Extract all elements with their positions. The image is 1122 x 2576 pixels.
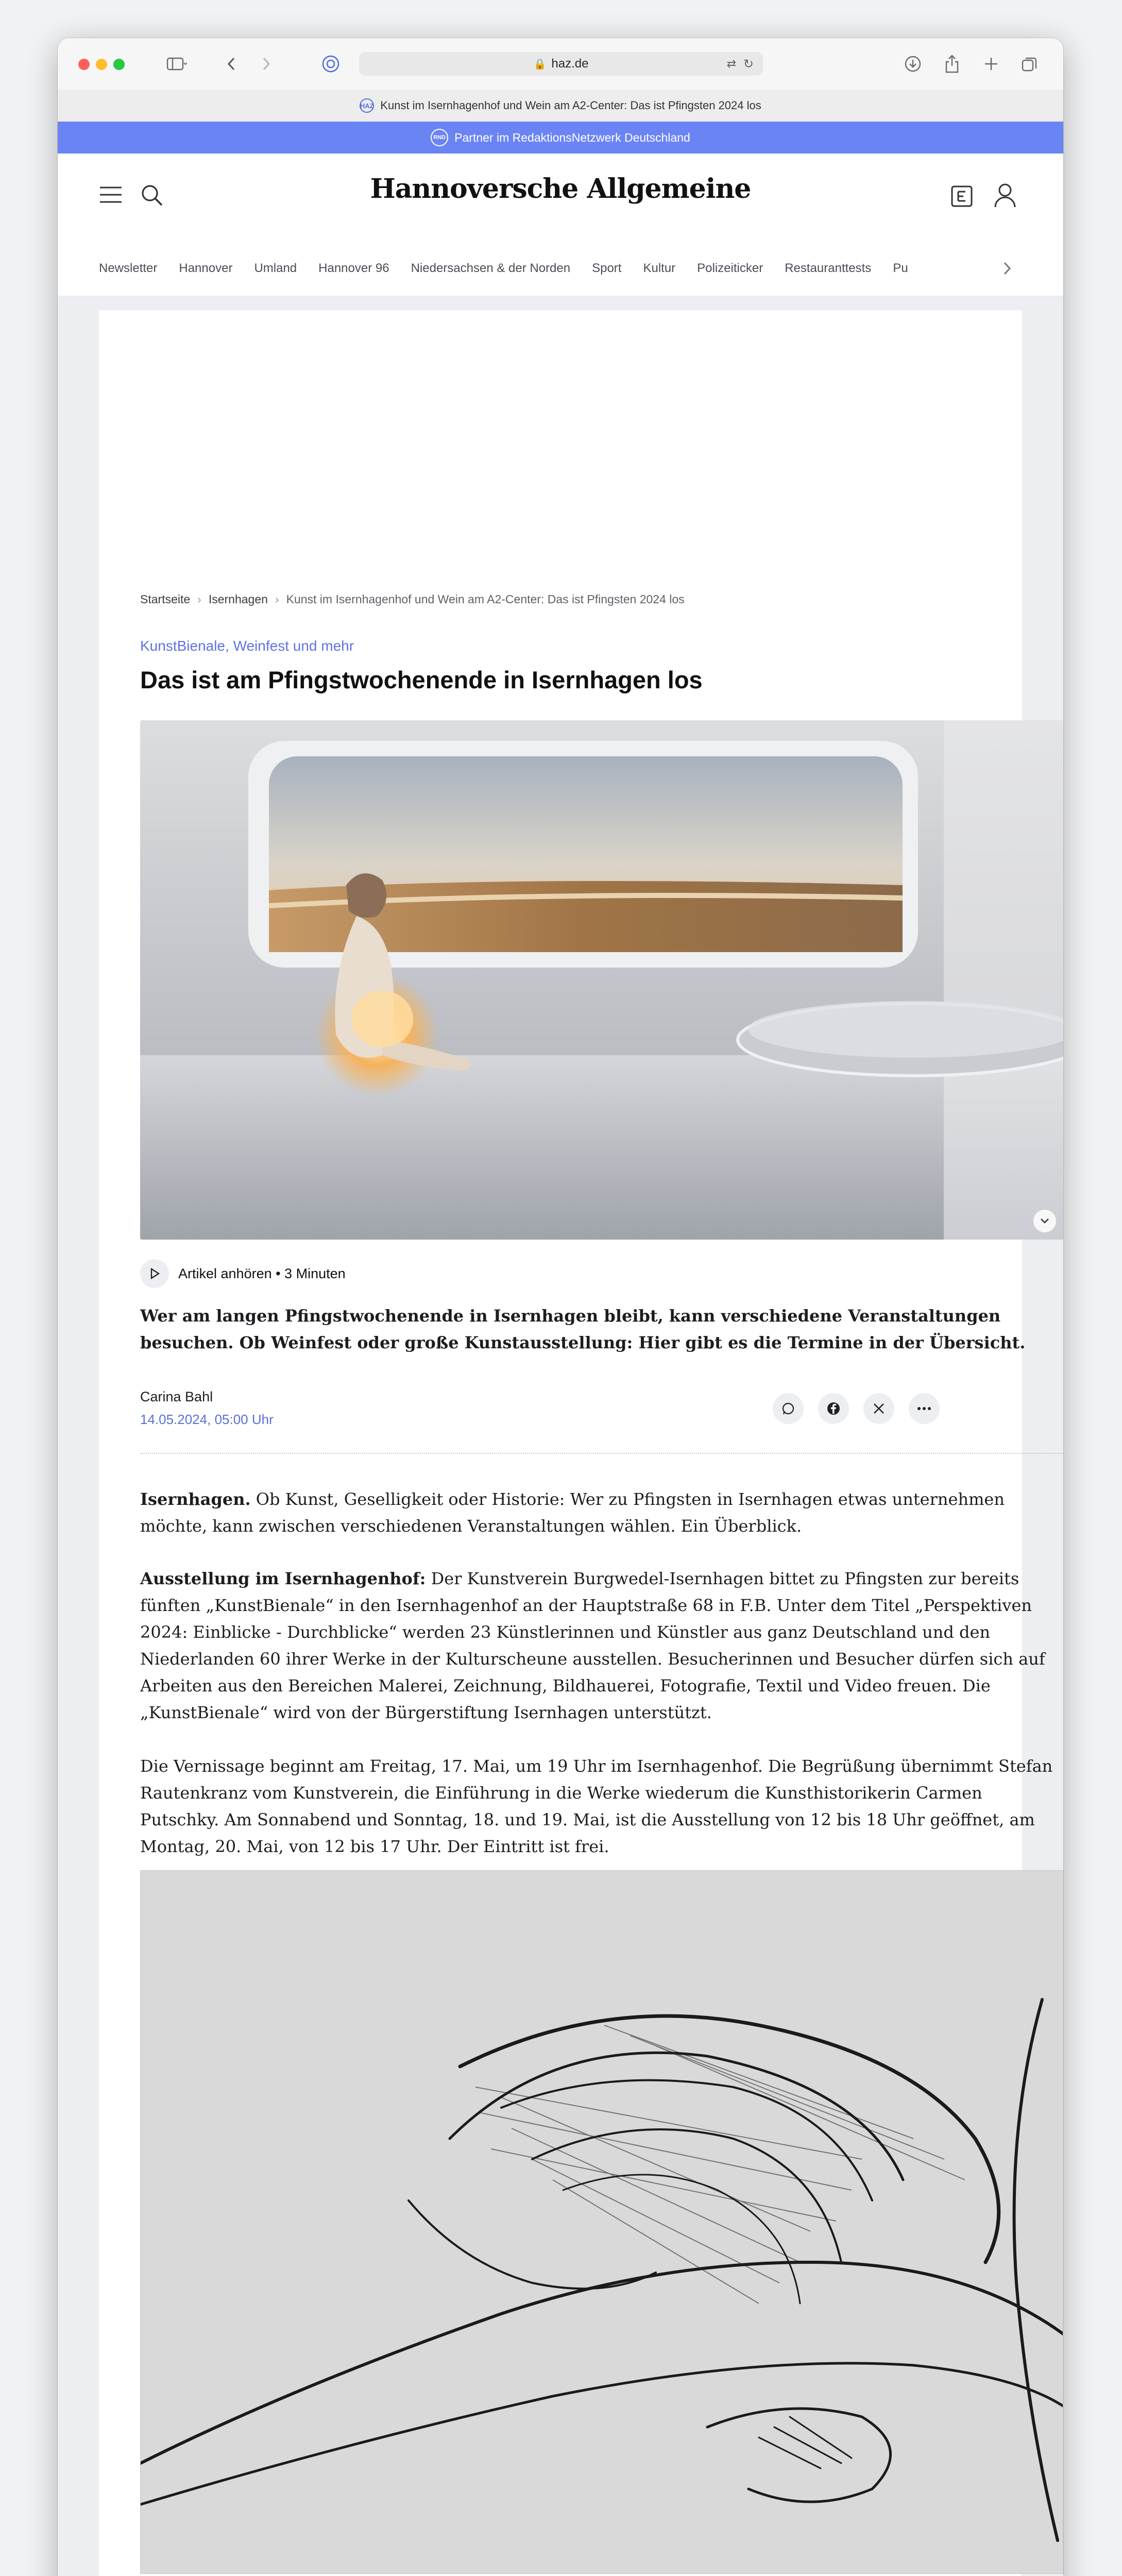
nav-item[interactable]: Kultur bbox=[643, 261, 676, 275]
browser-tab[interactable] bbox=[58, 90, 1063, 122]
close-window-button[interactable] bbox=[78, 59, 90, 70]
paragraph-heading: Ausstellung im Isernhagenhof: bbox=[140, 1569, 426, 1588]
lock-icon: 🔒 bbox=[533, 58, 547, 70]
paragraph-dateline: Isernhagen. bbox=[140, 1489, 251, 1509]
play-icon[interactable] bbox=[140, 1259, 169, 1288]
nav-item[interactable]: Sport bbox=[592, 261, 622, 275]
browser-window bbox=[58, 38, 1063, 2576]
share-buttons bbox=[773, 1393, 940, 1424]
nav-fade bbox=[971, 241, 1063, 296]
article-image-sleeping-figure[interactable] bbox=[140, 1870, 1063, 2574]
sidebar-toggle-icon[interactable] bbox=[159, 54, 195, 74]
reload-icon[interactable]: ↻ bbox=[743, 57, 754, 71]
audio-label: Artikel anhören • 3 Minuten bbox=[178, 1265, 346, 1281]
breadcrumb-home[interactable]: Startseite bbox=[140, 592, 191, 606]
tab-overview-icon[interactable] bbox=[1019, 54, 1040, 74]
section-nav bbox=[58, 241, 1063, 296]
audio-player[interactable] bbox=[140, 1259, 346, 1288]
nav-item[interactable]: Hannover bbox=[179, 261, 233, 275]
account-icon[interactable] bbox=[993, 182, 1017, 208]
translate-icon[interactable]: ⇄ bbox=[726, 57, 736, 70]
breadcrumb-section[interactable]: Isernhagen bbox=[208, 592, 268, 606]
privacy-shield-icon[interactable] bbox=[320, 54, 341, 74]
whatsapp-icon[interactable] bbox=[773, 1393, 804, 1424]
minimize-window-button[interactable] bbox=[96, 59, 107, 70]
nav-item[interactable]: Umland bbox=[254, 261, 297, 275]
zoom-window-button[interactable] bbox=[113, 59, 125, 70]
nav-item[interactable]: Niedersachsen & der Norden bbox=[411, 261, 571, 275]
section-nav-list bbox=[99, 241, 1016, 296]
nav-item[interactable]: Polizeiticker bbox=[697, 261, 763, 275]
image-expand-icon[interactable] bbox=[1033, 1210, 1056, 1232]
partner-banner-text: Partner im RedaktionsNetzwerk Deutschland bbox=[454, 130, 690, 144]
downloads-icon[interactable] bbox=[903, 54, 923, 74]
divider bbox=[140, 1453, 1063, 1454]
x-twitter-icon[interactable] bbox=[863, 1393, 894, 1424]
epaper-icon[interactable] bbox=[950, 184, 974, 208]
paragraph-text: Ob Kunst, Geselligkeit oder Historie: Wer zu Pfingsten in Isernhagen etwas unternehmen möchte, kann zwischen verschiedenen Veranstaltungen wählen. Ein Überblick. bbox=[140, 1489, 1005, 1536]
nav-item[interactable]: Restauranttests bbox=[785, 261, 872, 275]
rnd-logo-icon: RND bbox=[431, 129, 448, 146]
breadcrumb-separator-icon: › bbox=[275, 592, 279, 606]
article-lead: Wer am langen Pfingstwochenende in Isernhagen bleibt, kann verschiedene Veranstaltungen besuchen. Ob Weinfest oder große Kunstausstellung: Hier gibt es die Termine in der Übersicht. bbox=[140, 1306, 1026, 1352]
article-kicker: KunstBienale, Weinfest und mehr bbox=[140, 638, 354, 654]
breadcrumb-current: Kunst im Isernhagenhof und Wein am A2-Center: Das ist Pfingsten 2024 los bbox=[286, 592, 685, 606]
paragraph-vernissage: Die Vernissage beginnt am Freitag, 17. Mai, um 19 Uhr im Isernhagenhof. Die Begrüßung übernimmt Stefan Rautenkranz vom Kunstverein, die Einführung in die Werke wiederum die Kunsthistorikerin Carmen Putschky. Am Sonnabend und Sonntag, 18. und 19. Mai, ist die Ausstellung von 12 bis 18 Uhr geöffnet, am Montag, 20. Mai, von 12 bis 17 Uhr. Der Eintritt ist frei. bbox=[140, 1756, 1053, 1856]
forward-icon[interactable] bbox=[256, 54, 276, 74]
nav-item[interactable]: Newsletter bbox=[99, 261, 158, 275]
site-logo[interactable]: Hannoversche Allgemeine bbox=[370, 173, 751, 205]
paragraph-intro bbox=[140, 1486, 1063, 1539]
partner-banner[interactable] bbox=[58, 122, 1063, 154]
url-text: haz.de bbox=[551, 57, 589, 71]
facebook-icon[interactable] bbox=[818, 1393, 849, 1424]
site-header bbox=[58, 154, 1063, 241]
publish-date: 14.05.2024, 05:00 Uhr bbox=[140, 1412, 274, 1427]
author-name[interactable]: Carina Bahl bbox=[140, 1389, 213, 1404]
paragraph-isernhagenhof bbox=[140, 1565, 1063, 1726]
browser-toolbar bbox=[58, 38, 1063, 90]
more-options-icon[interactable] bbox=[909, 1393, 940, 1424]
nav-item[interactable]: Hannover 96 bbox=[318, 261, 389, 275]
share-icon[interactable] bbox=[942, 54, 962, 74]
address-bar[interactable] bbox=[359, 52, 763, 76]
haz-favicon-icon: HAZ bbox=[360, 98, 374, 113]
article-title: Das ist am Pfingstwochenende in Isernhagen los bbox=[140, 666, 703, 693]
nav-scroll-right-icon[interactable] bbox=[1002, 261, 1012, 280]
breadcrumb bbox=[140, 592, 685, 606]
new-tab-icon[interactable] bbox=[981, 54, 1001, 74]
tab-title: Kunst im Isernhagenhof und Wein am A2-Center: Das ist Pfingsten 2024 los bbox=[380, 99, 761, 112]
paragraph-text: Der Kunstverein Burgwedel-Isernhagen bittet zu Pfingsten zur bereits fünften „KunstBienale“ in den Isernhagenhof an der Hauptstraße 68 in F.B. Unter dem Titel „Perspektiven 2024: Einblicke - Durchblicke“ werden 23 Künstlerinnen und Künstler aus ganz Deutschland und den Niederlanden 60 ihrer Werke in der Kulturscheune ausstellen. Besucherinnen und Besucher dürfen sich auf Arbeiten aus den Bereichen Malerei, Zeichnung, Bildhauerei, Fotografie, Textil und Video freuen. Die „KunstBienale“ wird von der Bürgerstiftung Isernhagen unterstützt. bbox=[140, 1569, 1045, 1722]
breadcrumb-separator-icon: › bbox=[197, 592, 201, 606]
hero-image[interactable] bbox=[140, 720, 1063, 1240]
article-card bbox=[99, 310, 1053, 2576]
back-icon[interactable] bbox=[222, 54, 242, 74]
nav-item[interactable]: Pu bbox=[893, 261, 908, 275]
